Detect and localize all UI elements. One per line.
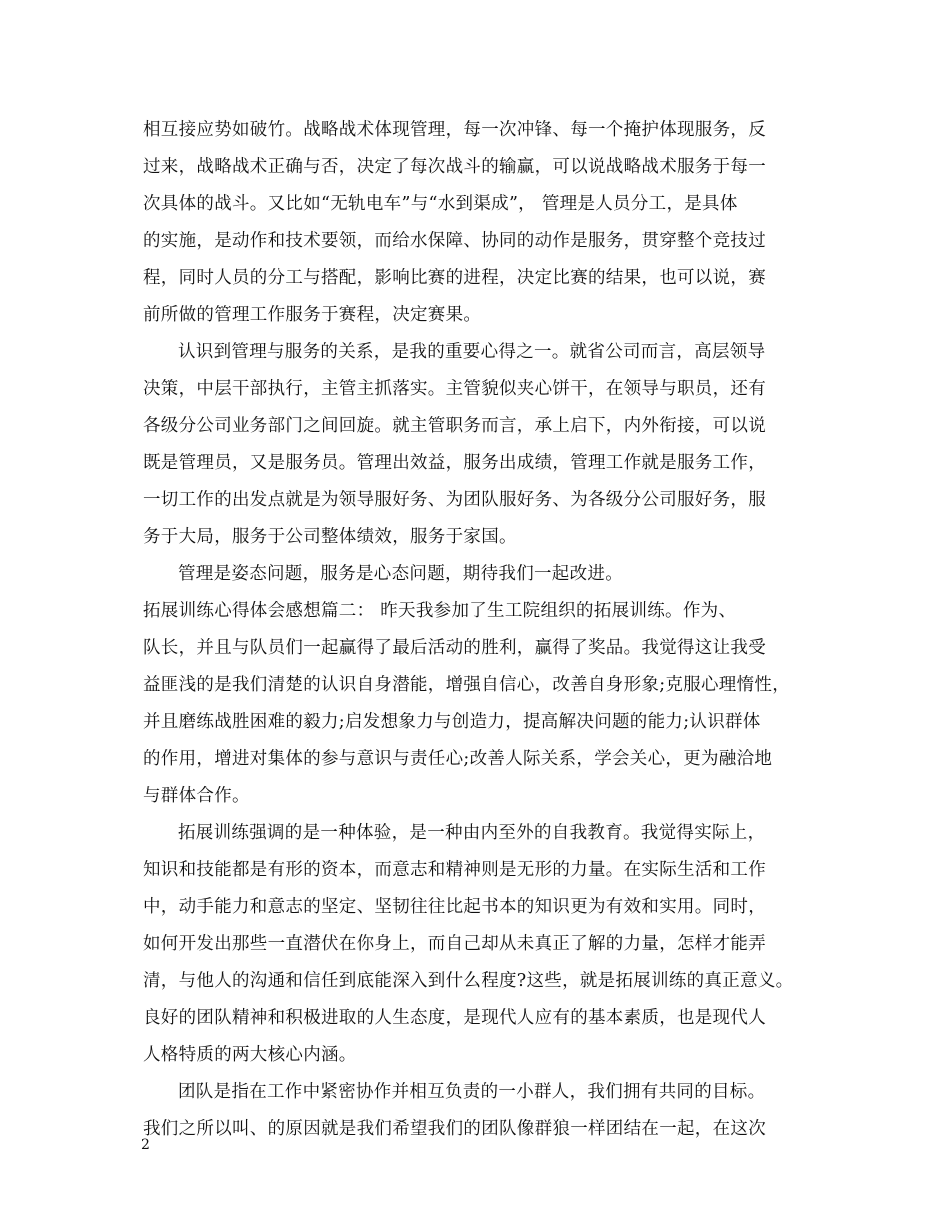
section-heading-line: 拓展训练心得体会感想篇二： 昨天我参加了生工院组织的拓展训练。作为、	[143, 601, 737, 621]
text-line: 各级分公司业务部门之间回旋。就主管职务而言，承上启下，内外衔接，可以说	[143, 416, 766, 436]
text-line: 良好的团队精神和积极进取的人生态度，是现代人应有的基本素质，也是现代人	[143, 1008, 766, 1028]
text-line: 过来，战略战术正确与否，决定了每次战斗的输赢，可以说战略战术服务于每一	[143, 157, 766, 177]
text-line: 团队是指在工作中紧密协作并相互负责的一小群人，我们拥有共同的目标。	[178, 1082, 766, 1102]
text-line: 前所做的管理工作服务于赛程，决定赛果。	[143, 305, 482, 325]
text-line: 相互接应势如破竹。战略战术体现管理，每一次冲锋、每一个掩护体现服务，反	[143, 120, 766, 140]
text-line: 与群体合作。	[143, 786, 250, 806]
text-line: 人格特质的两大核心内涵。	[143, 1045, 357, 1065]
text-line: 一切工作的出发点就是为领导服好务、为团队服好务、为各级分公司服好务，服	[143, 490, 766, 510]
page-number: 2	[141, 1137, 150, 1153]
text-line: 认识到管理与服务的关系，是我的重要心得之一。就省公司而言，高层领导	[178, 342, 766, 362]
text-line: 如何开发出那些一直潜伏在你身上，而自己却从未真正了解的力量，怎样才能弄	[143, 934, 766, 954]
text-line: 我们之所以叫、的原因就是我们希望我们的团队像群狼一样团结在一起，在这次	[143, 1119, 766, 1139]
text-line: 并且磨练战胜困难的毅力;启发想象力与创造力，提高解决问题的能力;认识群体	[143, 712, 761, 732]
text-line: 程，同时人员的分工与搭配，影响比赛的进程，决定比赛的结果，也可以说，赛	[143, 268, 766, 288]
text-line: 拓展训练强调的是一种体验，是一种由内至外的自我教育。我觉得实际上，	[178, 823, 766, 843]
text-line: 知识和技能都是有形的资本，而意志和精神则是无形的力量。在实际生活和工作	[143, 860, 766, 880]
text-line: 管理是姿态问题，服务是心态问题，期待我们一起改进。	[178, 564, 623, 584]
document-body	[143, 112, 823, 1148]
text-line: 的作用，增进对集体的参与意识与责任心;改善人际关系，学会关心，更为融洽地	[143, 749, 773, 769]
text-line: 队长，并且与队员们一起赢得了最后活动的胜利，赢得了奖品。我觉得这让我受	[143, 638, 766, 658]
text-line: 中，动手能力和意志的坚定、坚韧往往比起书本的知识更为有效和实用。同时，	[143, 897, 766, 917]
text-line: 清，与他人的沟通和信任到底能深入到什么程度?这些，就是拓展训练的真正意义。	[143, 971, 794, 991]
text-line: 务于大局，服务于公司整体绩效，服务于家国。	[143, 527, 517, 547]
text-line: 益匪浅的是我们清楚的认识自身潜能，增强自信心，改善自身形象;克服心理惰性，	[143, 675, 790, 695]
text-line: 既是管理员，又是服务员。管理出效益，服务出成绩，管理工作就是服务工作，	[143, 453, 766, 473]
text-line: 决策，中层干部执行，主管主抓落实。主管貌似夹心饼干，在领导与职员，还有	[143, 379, 766, 399]
text-line: 的实施，是动作和技术要领，而给水保障、协同的动作是服务，贯穿整个竞技过	[143, 231, 766, 251]
text-line: 次具体的战斗。又比如“无轨电车”与“水到渠成”， 管理是人员分工，是具体	[143, 194, 738, 214]
